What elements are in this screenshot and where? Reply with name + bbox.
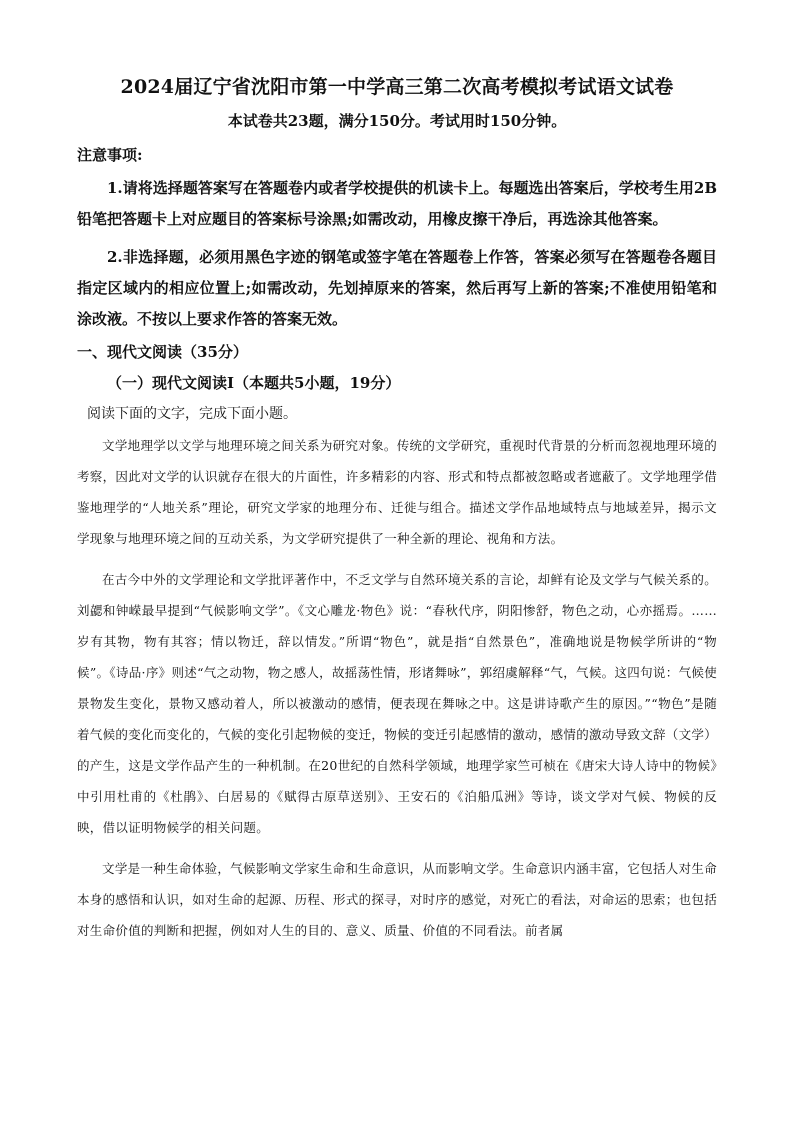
- section-heading: 一、现代文阅读（35分）: [77, 343, 248, 361]
- exam-title: 2024届辽宁省沈阳市第一中学高三第二次高考模拟考试语文试卷: [120, 76, 674, 98]
- notice-heading: 注意事项:: [77, 146, 143, 164]
- passage-paragraph-1: 文学地理学以文学与地理环境之间关系为研究对象。传统的文学研究，重视时代背景的分析而忽视地理环境的考察，因此对文学的认识就存在很大的片面性，许多精彩的内容、形式和特点都被忽略或者遮蔽了。文学地理学借鉴地理学的“人地关系”理论，研究文学家的地理分布、迁徙与组合。描述文学作品地域特点与地域差异，揭示文学现象与地理环境之间的互动关系，为文学研究提供了一种全新的理论、视角和方法。: [77, 438, 718, 546]
- reading-subsection-heading: （一）现代文阅读Ⅰ（本题共5小题，19分）: [107, 374, 401, 392]
- passage-paragraph-2: 在古今中外的文学理论和文学批评著作中，不乏文学与自然环境关系的言论，却鲜有论及文学与气候关系的。刘勰和钟嵘最早提到“气候影响文学”。《文心雕龙·物色》说：“春秋代序，阴阳惨舒，物色之动，心亦摇焉。……岁有其物，物有其容；情以物迁，辞以情发。”所谓“物色”，就是指“自然景色”，准确地说是物候学所讲的“物候”。《诗品·序》则述“气之动物，物之感人，故摇荡性情，形诸舞咏”，郭绍虞解释“气，气候。这四句说：气候使景物发生变化，景物又感动着人，所以被激动的感情，便表现在舞咏之中。这是讲诗歌产生的原因。”“物色”是随着气候的变化而变化的，气候的变化引起物候的变迁，物候的变迁引起感情的激动，感情的激动导致文辞（文学）的产生，这是文学作品产生的一种机制。在20世纪的自然科学领域，地理学家竺可桢在《唐宋大诗人诗中的物候》中引用杜甫的《杜鹃》、白居易的《赋得古原草送别》、王安石的《泊船瓜洲》等诗，谈文学对气候、物候的反映，借以证明物候学的相关问题。: [77, 572, 718, 835]
- notice-item-2: 2.非选择题，必须用黑色字迹的钢笔或签字笔在答题卷上作答，答案必须写在答题卷各题目指定区域内的相应位置上;如需改动，先划掉原来的答案，然后再写上新的答案;不准使用铅笔和涂改液。不按以上要求作答的答案无效。: [77, 248, 717, 328]
- passage-paragraph-3: 文学是一种生命体验，气候影响文学家生命和生命意识，从而影响文学。生命意识内涵丰富，它包括人对生命本身的感悟和认识，如对生命的起源、历程、形式的探寻，对时序的感觉，对死亡的看法，对命运的思索；也包括对生命价值的判断和把握，例如对人生的目的、意义、质量、价值的不同看法。前者属: [77, 861, 718, 938]
- exam-subtitle: 本试卷共23题，满分150分。考试用时150分钟。: [227, 112, 567, 130]
- notice-item-1: 1.请将选择题答案写在答题卷内或者学校提供的机读卡上。每题选出答案后，学校考生用2B铅笔把答题卡上对应题目的答案标号涂黑;如需改动，用橡皮擦干净后，再选涂其他答案。: [77, 179, 717, 228]
- reading-instruction: 阅读下面的文字，完成下面小题。: [87, 405, 297, 421]
